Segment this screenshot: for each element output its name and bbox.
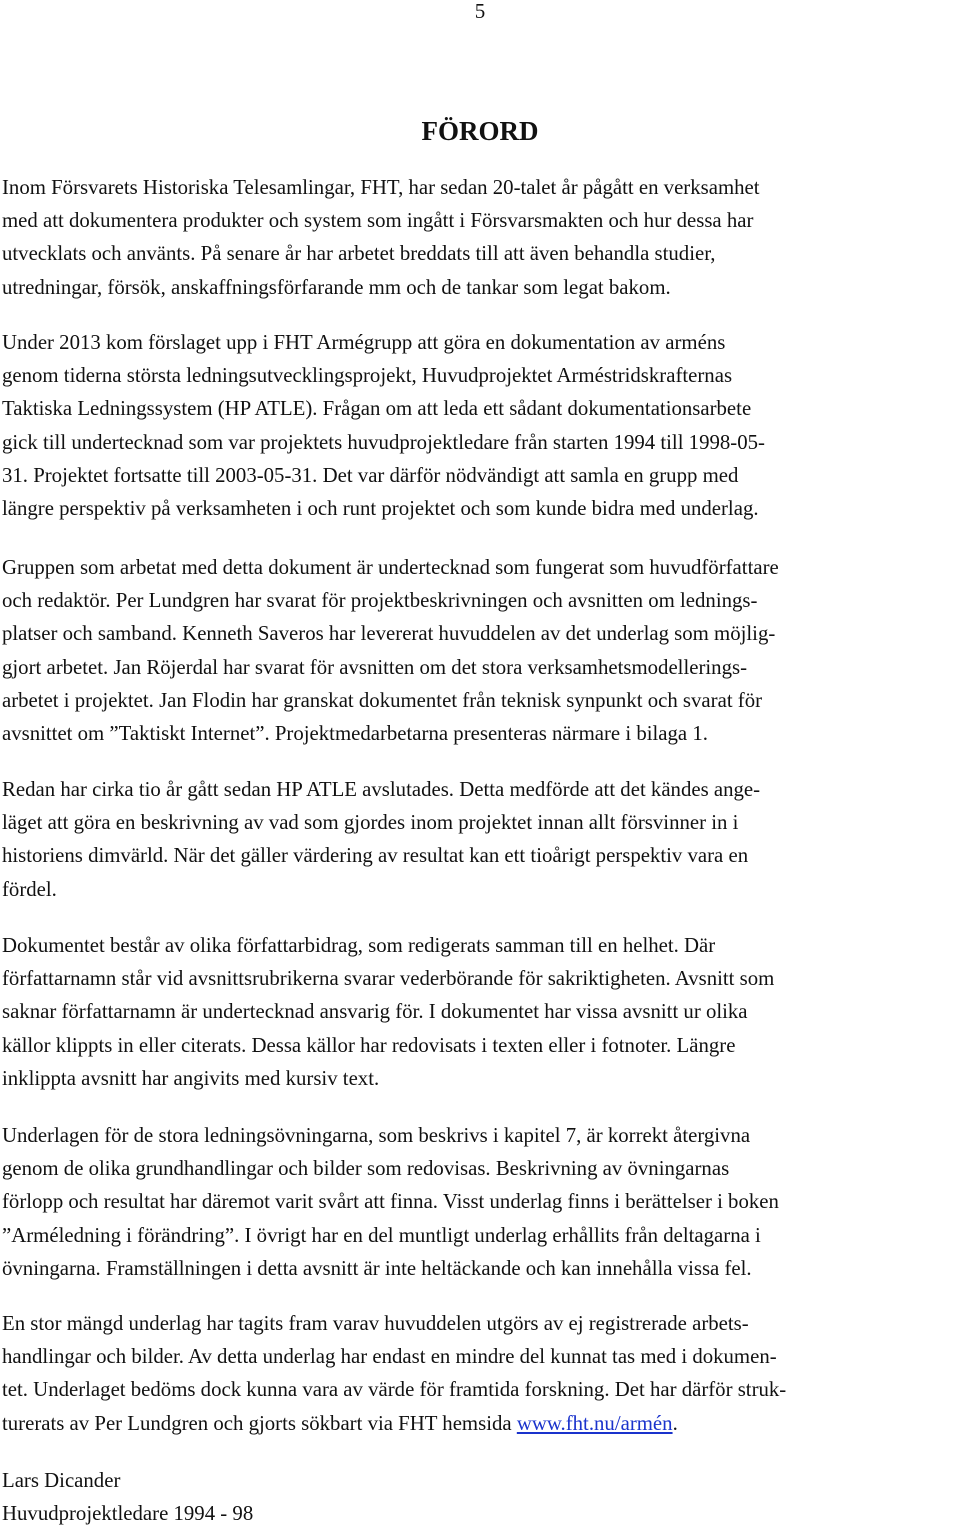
text-line: Underlagen för de stora ledningsövningarna, som beskrivs i kapitel 7, är korrekt återgivna — [2, 1124, 751, 1147]
text-line: Gruppen som arbetat med detta dokument är undertecknad som fungerat som huvudförfattare — [2, 556, 779, 579]
text-line: längre perspektiv på verksamheten i och runt projektet och som kunde bidra med underlag. — [2, 496, 759, 520]
paragraph-2 — [2, 326, 954, 525]
text-line: övningarna. Framställningen i detta avsnitt är inte heltäckande och kan innehålla vissa fel. — [2, 1256, 752, 1280]
text-line: författarnamn står vid avsnittsrubrikerna svarar vederbörande för sakriktigheten. Avsnitt som — [2, 967, 775, 991]
signature-role: Huvudprojektledare 1994 - 98 — [2, 1502, 254, 1526]
text-line: historiens dimvärld. När det gäller värdering av resultat kan ett tioårigt perspektiv vara en — [2, 844, 749, 868]
paragraph-3 — [2, 551, 954, 750]
text-segment: . — [672, 1411, 678, 1435]
text-line: avsnittet om ”Taktiskt Internet”. Projektmedarbetarna presenteras närmare i bilaga 1. — [2, 721, 708, 745]
paragraph-5 — [2, 929, 954, 1095]
fht-website-link[interactable]: www.fht.nu/armén — [516, 1411, 673, 1435]
text-line: Dokumentet består av olika författarbidrag, som redigerats samman till en helhet. Där — [2, 934, 716, 957]
text-line: tet. Underlaget bedöms dock kunna vara av värde för framtida forskning. Det har därför struk- — [2, 1378, 787, 1402]
text-line: förlopp och resultat har däremot varit svårt att finna. Visst underlag finns i berättelser i boken — [2, 1190, 779, 1214]
paragraph-6 — [2, 1119, 954, 1285]
signature-block — [2, 1464, 253, 1530]
text-line: platser och samband. Kenneth Saveros har levererat huvuddelen av det underlag som möjlig- — [2, 622, 776, 646]
signature-name: Lars Dicander — [2, 1469, 121, 1492]
text-line: och redaktör. Per Lundgren har svarat för projektbeskrivningen och avsnitten om lednings- — [2, 589, 758, 613]
text-line: gjort arbetet. Jan Röjerdal har svarat för avsnitten om det stora verksamhetsmodellerings- — [2, 655, 747, 679]
text-line: genom de olika grundhandlingar och bilder som redovisas. Beskrivning av övningarnas — [2, 1157, 730, 1181]
text-line: saknar författarnamn är undertecknad ansvarig för. I dokumentet har vissa avsnitt ur olika — [2, 1000, 748, 1024]
text-line: arbetet i projektet. Jan Flodin har granskat dokumentet från teknisk synpunkt och svarat för — [2, 688, 763, 712]
text-line-with-link — [2, 1407, 954, 1440]
text-line: utredningar, försök, anskaffningsförfarande mm och de tankar som legat bakom. — [2, 275, 671, 299]
text-line: En stor mängd underlag har tagits fram varav huvuddelen utgörs av ej registrerade arbets- — [2, 1312, 749, 1335]
page-number: 5 — [474, 0, 486, 23]
text-line: källor klippts in eller citerats. Dessa källor har redovisats i texten eller i fotnoter. Längre — [2, 1033, 736, 1057]
text-line: handlingar och bilder. Av detta underlag har endast en mindre del kunnat tas med i dokumen- — [2, 1345, 777, 1369]
text-line: Taktiska Ledningssystem (HP ATLE). Frågan om att leda ett sådant dokumentationsarbete — [2, 397, 752, 421]
page-title: FÖRORD — [421, 116, 539, 146]
text-line: fördel. — [2, 877, 57, 901]
text-line: med att dokumentera produkter och system som ingått i Försvarsmakten och hur dessa har — [2, 209, 754, 233]
text-line: 31. Projektet fortsatte till 2003-05-31. Det var därför nödvändigt att samla en grupp med — [2, 463, 739, 487]
text-line: ”Arméledning i förändring”. I övrigt har en del muntligt underlag erhållits från deltagarna i — [2, 1223, 761, 1247]
text-line: inklippta avsnitt har angivits med kursiv text. — [2, 1066, 380, 1090]
text-line: utvecklats och använts. På senare år har arbetet breddats till att även behandla studier, — [2, 242, 716, 266]
text-line: gick till undertecknad som var projektets huvudprojektledare från starten 1994 till 1998-05- — [2, 430, 765, 454]
text-line: Inom Försvarets Historiska Telesamlingar, FHT, har sedan 20-talet år pågått en verksamhet — [2, 176, 760, 199]
text-segment: turerats av Per Lundgren och gjorts sökbart via FHT hemsida — [2, 1411, 517, 1435]
paragraph-7 — [2, 1307, 954, 1440]
text-line: Redan har cirka tio år gått sedan HP ATLE avslutades. Detta medförde att det kändes ange- — [2, 778, 761, 801]
text-line: Under 2013 kom förslaget upp i FHT Armégrupp att göra en dokumentation av arméns — [2, 331, 726, 354]
text-line: läget att göra en beskrivning av vad som gjordes inom projektet innan allt försvinner in i — [2, 811, 739, 835]
paragraph-1 — [2, 171, 954, 304]
text-line: genom tiderna största ledningsutvecklingsprojekt, Huvudprojektet Arméstridskrafternas — [2, 364, 733, 388]
paragraph-4 — [2, 773, 954, 906]
